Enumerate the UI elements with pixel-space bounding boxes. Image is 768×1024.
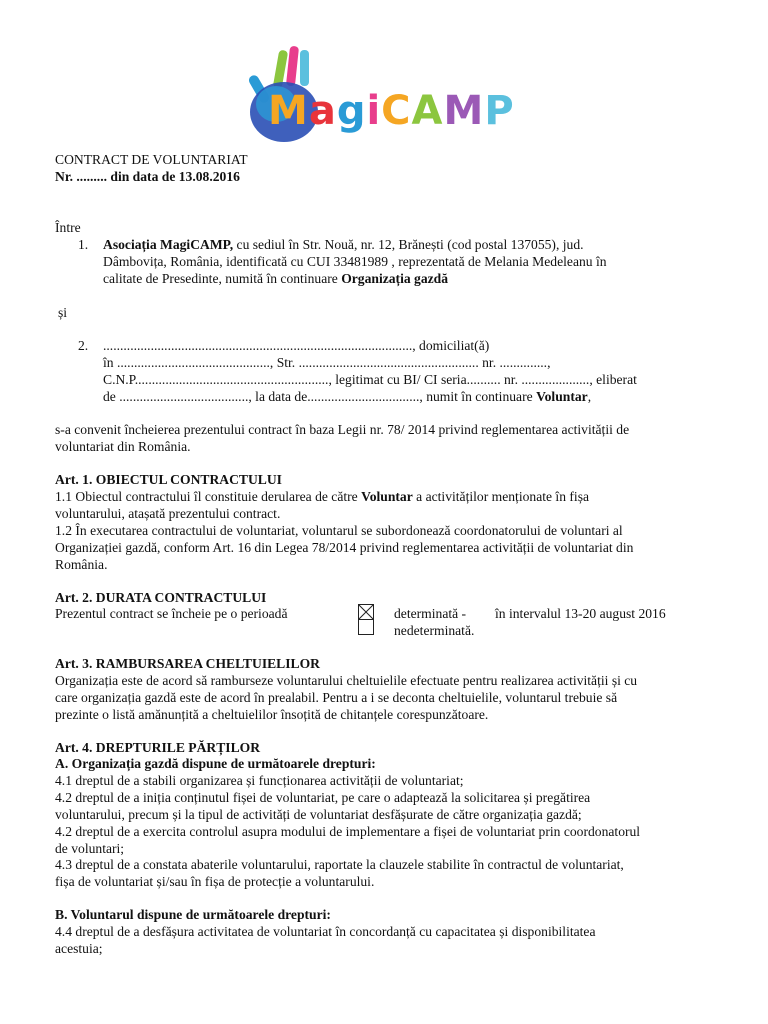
party-1-line-1: Asociația MagiCAMP, cu sediul în Str. Nouă, nr. 12, Brănești (cod postal 137055), jud. [103, 237, 584, 252]
logo-wordmark: MagiCAMP [268, 88, 515, 134]
checked-x-icon [359, 605, 373, 619]
art1-line-3: 1.2 În executarea contractului de voluntariat, voluntarul se subordonează coordonatorului de voluntari al [55, 523, 623, 538]
art2-line-1: Prezentul contract se încheie pe o perioadă [55, 606, 288, 621]
art3-line-1: Organizația este de acord să ramburseze voluntarului cheltuielile efectuate pentru realizarea activității și cu [55, 673, 638, 688]
art4-a3-line-1: 4.2 dreptul de a exercita controlul asupra modului de implementare a fișei de voluntariat prin coordonatorul [55, 824, 641, 839]
option-nedeterminata-label: nedeterminată. [394, 623, 475, 638]
party-2-line-3: C.N.P........................................................., legitimat cu BI/ CI seria.......... nr. ...................., eliberat [103, 372, 637, 387]
art4-a4-line-1: 4.3 dreptul de a constata abaterile voluntarului, raportate la clauzele stabilite în contractul de voluntariat, [55, 857, 624, 872]
art4-a3-line-2: de voluntari; [55, 841, 125, 856]
contract-number-line: Nr. ......... din data de 13.08.2016 [55, 169, 240, 184]
art4-a1: 4.1 dreptul de a stabili organizarea și funcționarea activității de voluntariat; [55, 773, 464, 788]
art1-line-2: voluntarului, atașată prezentului contract. [55, 506, 281, 521]
party-2-line-1: ..........................................................................................., domiciliat(ă) [103, 338, 490, 353]
art4-b1-line-1: 4.4 dreptul de a desfășura activitatea de voluntariat în concordanță cu capacitatea și disponibilitatea [55, 924, 596, 939]
art3-line-3: prezinte o listă amănunțită a cheltuielilor însoțită de chitanțele corespunzătoare. [55, 707, 489, 722]
art3-line-2: care organizația gazdă este de acord în prealabil. Pentru a i se deconta cheltuielile, voluntarul trebuie să [55, 690, 618, 705]
parties-intro: Între [55, 220, 81, 235]
art4-heading: Art. 4. DREPTURILE PĂRȚILOR [55, 740, 261, 755]
art4-a2-line-2: voluntarului, precum și la tipul de activități de voluntariat desfășurate de către organizația gazdă; [55, 807, 582, 822]
art4-subheading-b: B. Voluntarul dispune de următoarele drepturi: [55, 907, 331, 922]
magicamp-logo [246, 44, 536, 148]
art4-subheading-a: A. Organizația gazdă dispune de următoarele drepturi: [55, 756, 376, 771]
preamble-line-2: voluntariat din România. [55, 439, 191, 454]
option-determinata-label: determinată - [394, 606, 467, 621]
party-1-line-3: calitate de Presedinte, numită în continuare Organizația gazdă [103, 271, 449, 286]
art4-a2-line-1: 4.2 dreptul de a iniția conținutul fișei de voluntariat, pe care o adaptează la solicitarea și pregătirea [55, 790, 591, 805]
party-2-line-2: în ............................................., Str. ..................................................... nr. .............., [103, 355, 551, 370]
art2-heading: Art. 2. DURATA CONTRACTULUI [55, 590, 267, 605]
checkbox-determinata[interactable] [358, 604, 374, 620]
party-1-line-2: Dâmbovița, România, identificată cu CUI 33481989 , reprezentată de Melania Medeleanu în [103, 254, 607, 269]
preamble-line-1: s-a convenit încheierea prezentului contract în baza Legii nr. 78/ 2014 privind reglementarea activității de [55, 422, 630, 437]
art1-line-4: Organizației gazdă, conform Art. 16 din Legea 78/2014 privind reglementarea activității de voluntariat din [55, 540, 634, 555]
party-2-number: 2. [78, 338, 89, 353]
art1-line-1: 1.1 Obiectul contractului îl constituie derularea de către Voluntar a activităților menționate în fișa [55, 489, 590, 504]
and-connector: și [58, 305, 68, 320]
art3-heading: Art. 3. RAMBURSAREA CHELTUIELILOR [55, 656, 320, 671]
checkbox-nedeterminata[interactable] [358, 619, 374, 635]
art1-line-5: România. [55, 557, 108, 572]
art4-a4-line-2: fișa de voluntariat și/sau în fișa de protecție a voluntarului. [55, 874, 375, 889]
art4-b1-line-2: acestuia; [55, 941, 103, 956]
party-1-number: 1. [78, 237, 89, 252]
art1-heading: Art. 1. OBIECTUL CONTRACTULUI [55, 472, 282, 487]
party-2-line-4: de ......................................, la data de................................., numit în continuare Voluntar, [103, 389, 592, 404]
contract-title: CONTRACT DE VOLUNTARIAT [55, 152, 248, 167]
option-determinata-detail: în intervalul 13-20 august 2016 [495, 606, 666, 621]
